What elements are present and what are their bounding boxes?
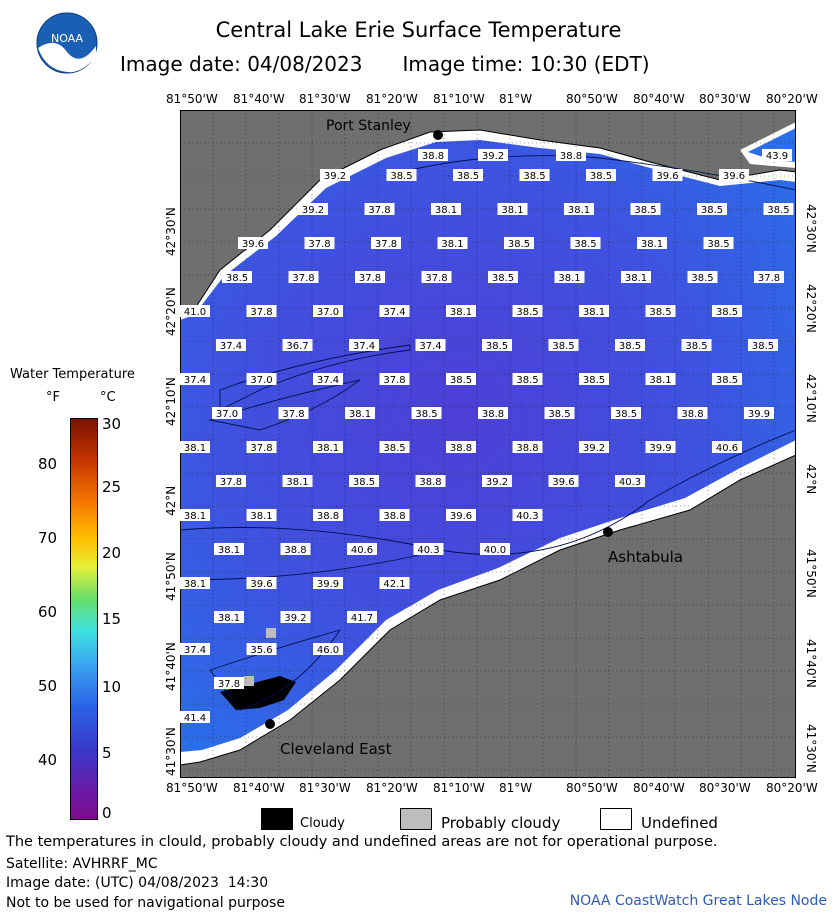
- svg-text:41.4: 41.4: [183, 713, 207, 724]
- svg-text:38.5: 38.5: [516, 375, 539, 386]
- temperature-reading: [214, 611, 244, 624]
- temperature-reading: [347, 611, 377, 624]
- svg-text:37.8: 37.8: [250, 443, 273, 454]
- colorbar: [70, 418, 98, 820]
- svg-text:37.8: 37.8: [282, 409, 305, 420]
- temperature-reading: [712, 441, 742, 454]
- cleveland-label: Cleveland East: [280, 740, 392, 758]
- lon-label-top: 80°30'W: [699, 92, 751, 106]
- svg-text:38.5: 38.5: [618, 341, 642, 352]
- svg-text:38.5: 38.5: [516, 307, 539, 318]
- probably-cloudy-area: [266, 628, 276, 638]
- svg-text:38.1: 38.1: [434, 205, 458, 216]
- temperature-reading: [371, 237, 401, 250]
- ashtabula-label: Ashtabula: [608, 548, 684, 566]
- logo-text: NOAA: [50, 32, 84, 45]
- temperature-reading: [646, 441, 676, 454]
- temperature-reading: [446, 441, 476, 454]
- svg-text:37.4: 37.4: [419, 341, 442, 352]
- lon-label-bottom: 81°50'W: [166, 781, 218, 795]
- cloudy-swatch: [261, 808, 293, 830]
- svg-text:37.8: 37.8: [250, 307, 273, 318]
- colorbar-unit-c: °C: [100, 390, 116, 405]
- svg-text:38.5: 38.5: [352, 477, 376, 488]
- temperature-reading: [754, 271, 784, 284]
- temperature-reading: [697, 203, 727, 216]
- temperature-reading: [545, 407, 575, 420]
- svg-text:39.6: 39.6: [241, 239, 265, 250]
- svg-text:39.6: 39.6: [552, 477, 575, 488]
- c-tick-label: 20: [102, 544, 122, 562]
- svg-text:38.1: 38.1: [183, 579, 207, 590]
- temperature-reading: [520, 169, 550, 182]
- svg-text:37.0: 37.0: [316, 307, 340, 318]
- svg-text:38.8: 38.8: [559, 151, 583, 162]
- temperature-reading: [289, 271, 319, 284]
- svg-text:41.7: 41.7: [350, 613, 374, 624]
- temperature-reading: [214, 543, 244, 556]
- svg-text:38.5: 38.5: [225, 273, 249, 284]
- svg-text:37.8: 37.8: [292, 273, 315, 284]
- temperature-reading: [586, 169, 616, 182]
- svg-text:38.1: 38.1: [183, 511, 207, 522]
- temperature-reading: [646, 373, 676, 386]
- temperature-reading: [446, 305, 476, 318]
- svg-text:38.8: 38.8: [284, 545, 307, 556]
- svg-text:40.0: 40.0: [483, 545, 507, 556]
- lat-label-right: 41°40'N: [804, 639, 818, 688]
- lat-label-right: 41°50'N: [804, 549, 818, 598]
- disclaimer-text: The temperatures in clould, probably cloudy and undefined areas are not for operational purpose.: [6, 834, 718, 850]
- svg-text:38.1: 38.1: [449, 307, 473, 318]
- svg-text:39.2: 39.2: [481, 151, 505, 162]
- temperature-reading: [380, 577, 410, 590]
- svg-text:38.5: 38.5: [456, 171, 480, 182]
- svg-text:38.5: 38.5: [552, 341, 575, 352]
- temperature-reading: [555, 271, 585, 284]
- svg-text:41.0: 41.0: [183, 307, 207, 318]
- svg-text:37.8: 37.8: [425, 273, 448, 284]
- svg-text:38.5: 38.5: [751, 341, 775, 352]
- navigation-warning: Not to be used for navigational purpose: [6, 895, 285, 911]
- svg-text:38.1: 38.1: [558, 273, 581, 284]
- temperature-reading: [446, 509, 476, 522]
- temperature-reading: [571, 237, 601, 250]
- svg-text:38.5: 38.5: [767, 205, 790, 216]
- temperature-reading: [279, 407, 309, 420]
- svg-text:37.0: 37.0: [215, 409, 239, 420]
- svg-text:38.8: 38.8: [316, 511, 340, 522]
- cleveland-marker: [265, 719, 275, 729]
- temperature-reading: [247, 643, 277, 656]
- temperature-reading: [281, 543, 311, 556]
- svg-text:38.5: 38.5: [700, 205, 724, 216]
- temperature-reading: [180, 643, 210, 656]
- svg-text:39.9: 39.9: [747, 409, 771, 420]
- temperature-reading: [180, 441, 210, 454]
- svg-text:37.8: 37.8: [374, 239, 398, 250]
- temperature-reading: [453, 169, 483, 182]
- temperature-reading: [313, 373, 343, 386]
- svg-text:38.5: 38.5: [614, 409, 638, 420]
- temperature-reading: [478, 149, 508, 162]
- temperature-reading: [416, 475, 446, 488]
- temperature-reading: [482, 475, 512, 488]
- svg-text:38.5: 38.5: [715, 307, 739, 318]
- temperature-map: [180, 110, 796, 778]
- temperature-reading: [298, 203, 328, 216]
- temperature-reading: [513, 441, 543, 454]
- svg-text:38.8: 38.8: [481, 409, 505, 420]
- svg-text:39.2: 39.2: [284, 613, 307, 624]
- svg-text:43.9: 43.9: [765, 151, 789, 162]
- temperature-reading: [355, 271, 385, 284]
- temperature-reading: [482, 339, 512, 352]
- svg-text:38.1: 38.1: [441, 239, 464, 250]
- svg-text:38.1: 38.1: [217, 545, 241, 556]
- temperature-reading: [412, 407, 442, 420]
- temperature-reading: [637, 237, 667, 250]
- temperature-reading: [281, 611, 311, 624]
- lon-label-bottom: 80°40'W: [633, 781, 685, 795]
- temperature-reading: [446, 373, 476, 386]
- temperature-reading: [678, 407, 708, 420]
- svg-text:37.8: 37.8: [217, 679, 241, 690]
- svg-text:40.3: 40.3: [516, 511, 539, 522]
- lat-label-right: 42°30'N: [804, 204, 818, 253]
- svg-text:38.1: 38.1: [217, 613, 241, 624]
- svg-text:38.5: 38.5: [383, 443, 406, 454]
- temperature-reading: [222, 271, 252, 284]
- temperature-reading: [283, 475, 313, 488]
- lat-label-left: 42°N: [164, 485, 178, 516]
- temperature-reading: [682, 339, 712, 352]
- f-tick-label: 60: [38, 603, 58, 621]
- svg-text:37.4: 37.4: [316, 375, 340, 386]
- lon-label-bottom: 81°30'W: [299, 781, 351, 795]
- temperature-reading: [414, 543, 444, 556]
- lon-label-top: 81°30'W: [299, 92, 351, 106]
- svg-text:39.2: 39.2: [301, 205, 325, 216]
- svg-text:38.5: 38.5: [449, 375, 473, 386]
- svg-text:40.3: 40.3: [417, 545, 440, 556]
- temperature-reading: [313, 441, 343, 454]
- temperature-reading: [380, 373, 410, 386]
- lon-label-top: 81°20'W: [366, 92, 418, 106]
- probably-cloudy-label: Probably cloudy: [441, 814, 561, 832]
- temperature-reading: [180, 711, 210, 724]
- svg-text:38.1: 38.1: [250, 511, 273, 522]
- temperature-reading: [349, 475, 379, 488]
- svg-text:38.8: 38.8: [421, 151, 445, 162]
- temperature-reading: [762, 149, 792, 162]
- temperature-reading: [504, 237, 534, 250]
- temperature-reading: [748, 339, 778, 352]
- temperature-reading: [180, 373, 210, 386]
- svg-text:37.8: 37.8: [219, 477, 243, 488]
- svg-text:38.5: 38.5: [589, 171, 613, 182]
- temperature-reading: [549, 475, 579, 488]
- temperature-reading: [498, 203, 528, 216]
- svg-text:38.5: 38.5: [390, 171, 413, 182]
- svg-text:39.9: 39.9: [649, 443, 672, 454]
- probably-cloudy-swatch: [400, 808, 432, 830]
- svg-text:37.4: 37.4: [383, 307, 406, 318]
- temperature-reading: [556, 149, 586, 162]
- svg-text:38.5: 38.5: [634, 205, 657, 216]
- map-svg: [180, 110, 796, 778]
- temperature-reading: [611, 407, 641, 420]
- temperature-reading: [216, 339, 246, 352]
- svg-text:37.4: 37.4: [219, 341, 243, 352]
- svg-text:39.6: 39.6: [656, 171, 679, 182]
- svg-text:38.5: 38.5: [523, 171, 546, 182]
- svg-text:38.1: 38.1: [501, 205, 524, 216]
- svg-text:39.9: 39.9: [316, 579, 340, 590]
- temperature-reading: [744, 407, 774, 420]
- temperature-reading: [380, 305, 410, 318]
- svg-text:38.8: 38.8: [419, 477, 442, 488]
- temperature-reading: [313, 643, 343, 656]
- lat-label-left: 42°30'N: [164, 207, 178, 256]
- svg-text:38.1: 38.1: [649, 375, 672, 386]
- temperature-reading: [247, 577, 277, 590]
- temperature-reading: [313, 305, 343, 318]
- svg-text:39.6: 39.6: [449, 511, 473, 522]
- svg-text:38.1: 38.1: [640, 239, 664, 250]
- temperature-reading: [513, 305, 543, 318]
- lat-label-left: 41°40'N: [164, 642, 178, 691]
- temperature-reading: [564, 203, 594, 216]
- svg-text:36.7: 36.7: [286, 341, 309, 352]
- temperature-reading: [380, 509, 410, 522]
- c-tick-label: 15: [102, 610, 122, 628]
- utc-date-text: Image date: (UTC) 04/08/2023 14:30: [6, 875, 269, 891]
- temperature-reading: [345, 407, 375, 420]
- svg-text:39.6: 39.6: [250, 579, 273, 590]
- temperature-reading: [438, 237, 468, 250]
- temperature-reading: [247, 441, 277, 454]
- lat-label-right: 41°30'N: [804, 724, 818, 773]
- temperature-reading: [214, 677, 244, 690]
- image-date: Image date: 04/08/2023: [120, 52, 363, 76]
- svg-text:39.2: 39.2: [582, 443, 606, 454]
- f-tick-label: 70: [38, 529, 58, 547]
- svg-text:38.8: 38.8: [383, 511, 406, 522]
- lon-label-top: 80°20'W: [766, 92, 818, 106]
- lon-label-top: 80°40'W: [633, 92, 685, 106]
- colorbar-title: Water Temperature: [10, 367, 135, 382]
- lat-label-left: 42°20'N: [164, 287, 178, 336]
- lon-label-top: 81°W: [499, 92, 533, 106]
- temperature-reading: [688, 271, 718, 284]
- svg-text:38.5: 38.5: [685, 341, 708, 352]
- svg-text:38.5: 38.5: [548, 409, 571, 420]
- svg-text:38.1: 38.1: [567, 205, 591, 216]
- temperature-reading: [579, 441, 609, 454]
- temperature-reading: [365, 203, 395, 216]
- temperature-reading: [422, 271, 452, 284]
- svg-text:38.1: 38.1: [582, 307, 606, 318]
- lat-label-left: 41°30'N: [164, 727, 178, 776]
- svg-text:38.8: 38.8: [516, 443, 539, 454]
- temperature-reading: [212, 407, 242, 420]
- cloudy-label: Cloudy: [300, 816, 345, 831]
- lon-label-top: 81°40'W: [233, 92, 285, 106]
- temperature-reading: [513, 509, 543, 522]
- temperature-reading: [719, 169, 749, 182]
- svg-text:38.5: 38.5: [574, 239, 597, 250]
- svg-text:38.5: 38.5: [649, 307, 672, 318]
- temperature-reading: [216, 475, 246, 488]
- lon-label-top: 81°10'W: [433, 92, 485, 106]
- map-subtitle: [120, 52, 690, 76]
- temperature-reading: [513, 373, 543, 386]
- colorbar-unit-f: °F: [46, 390, 60, 405]
- svg-text:35.6: 35.6: [250, 645, 273, 656]
- temperature-reading: [238, 237, 268, 250]
- lat-label-left: 41°50'N: [164, 552, 178, 601]
- temperature-reading: [764, 203, 794, 216]
- satellite-text: Satellite: AVHRRF_MC: [6, 856, 158, 872]
- temperature-reading: [247, 509, 277, 522]
- temperature-reading: [416, 339, 446, 352]
- svg-text:38.5: 38.5: [715, 375, 739, 386]
- svg-text:38.5: 38.5: [582, 375, 606, 386]
- lon-label-top: 80°50'W: [566, 92, 618, 106]
- temperature-reading: [320, 169, 350, 182]
- svg-text:40.6: 40.6: [715, 443, 739, 454]
- svg-text:38.8: 38.8: [681, 409, 704, 420]
- temperature-reading: [431, 203, 461, 216]
- svg-text:38.5: 38.5: [691, 273, 714, 284]
- lon-label-bottom: 81°40'W: [233, 781, 285, 795]
- port-stanley-marker: [433, 130, 443, 140]
- svg-text:38.5: 38.5: [707, 239, 730, 250]
- svg-text:37.0: 37.0: [250, 375, 273, 386]
- image-time: Image time: 10:30 (EDT): [402, 52, 650, 76]
- temperature-reading: [615, 339, 645, 352]
- lon-label-bottom: 81°W: [499, 781, 533, 795]
- temperature-reading: [283, 339, 313, 352]
- temperature-reading: [478, 407, 508, 420]
- temperature-reading: [387, 169, 417, 182]
- undefined-swatch: [600, 808, 632, 830]
- svg-text:37.8: 37.8: [757, 273, 781, 284]
- svg-text:37.4: 37.4: [352, 341, 376, 352]
- temperature-reading: [347, 543, 377, 556]
- svg-text:38.5: 38.5: [491, 273, 515, 284]
- credit-text: NOAA CoastWatch Great Lakes Node: [569, 893, 827, 909]
- lon-label-bottom: 81°20'W: [366, 781, 418, 795]
- f-tick-label: 40: [38, 751, 58, 769]
- svg-text:37.8: 37.8: [358, 273, 382, 284]
- lat-label-right: 42°10'N: [804, 374, 818, 423]
- svg-text:37.4: 37.4: [183, 375, 207, 386]
- temperature-reading: [646, 305, 676, 318]
- temperature-reading: [418, 149, 448, 162]
- lon-label-bottom: 80°50'W: [566, 781, 618, 795]
- lat-label-right: 42°20'N: [804, 284, 818, 333]
- svg-text:38.5: 38.5: [507, 239, 531, 250]
- temperature-reading: [180, 305, 210, 318]
- lon-label-top: 81°50'W: [166, 92, 218, 106]
- c-tick-label: 25: [102, 478, 122, 496]
- port-stanley-label: Port Stanley: [326, 118, 411, 134]
- temperature-reading: [180, 577, 210, 590]
- svg-text:38.1: 38.1: [348, 409, 372, 420]
- svg-text:39.2: 39.2: [323, 171, 347, 182]
- svg-text:38.1: 38.1: [624, 273, 648, 284]
- f-tick-label: 80: [38, 455, 58, 473]
- undefined-label: Undefined: [641, 814, 718, 832]
- c-tick-label: 0: [102, 804, 112, 822]
- temperature-reading: [704, 237, 734, 250]
- c-tick-label: 30: [102, 415, 122, 433]
- svg-text:37.8: 37.8: [308, 239, 331, 250]
- temperature-reading: [480, 543, 510, 556]
- probably-cloudy-area-2: [244, 676, 254, 686]
- svg-text:42.1: 42.1: [383, 579, 406, 590]
- svg-text:37.8: 37.8: [383, 375, 406, 386]
- lon-label-bottom: 80°30'W: [699, 781, 751, 795]
- temperature-reading: [631, 203, 661, 216]
- svg-text:39.6: 39.6: [722, 171, 746, 182]
- ashtabula-marker: [603, 527, 613, 537]
- lon-label-bottom: 80°20'W: [766, 781, 818, 795]
- lat-label-right: 42°N: [804, 464, 818, 495]
- svg-text:38.1: 38.1: [183, 443, 207, 454]
- svg-text:46.0: 46.0: [316, 645, 340, 656]
- temperature-reading: [247, 373, 277, 386]
- svg-text:40.3: 40.3: [618, 477, 642, 488]
- temperature-reading: [615, 475, 645, 488]
- temperature-reading: [247, 305, 277, 318]
- f-tick-label: 50: [38, 677, 58, 695]
- svg-text:38.5: 38.5: [415, 409, 438, 420]
- temperature-reading: [380, 441, 410, 454]
- svg-text:37.4: 37.4: [183, 645, 207, 656]
- lat-label-left: 42°10'N: [164, 377, 178, 426]
- c-tick-label: 5: [102, 744, 112, 762]
- temperature-reading: [621, 271, 651, 284]
- c-tick-label: 10: [102, 678, 122, 696]
- map-title: Central Lake Erie Surface Temperature: [215, 18, 622, 42]
- temperature-reading: [549, 339, 579, 352]
- temperature-reading: [349, 339, 379, 352]
- svg-text:38.1: 38.1: [286, 477, 309, 488]
- temperature-reading: [712, 373, 742, 386]
- svg-text:37.8: 37.8: [368, 205, 391, 216]
- svg-text:38.8: 38.8: [449, 443, 473, 454]
- lon-label-bottom: 81°10'W: [433, 781, 485, 795]
- temperature-reading: [653, 169, 683, 182]
- temperature-reading: [579, 373, 609, 386]
- svg-text:38.5: 38.5: [485, 341, 509, 352]
- temperature-reading: [313, 577, 343, 590]
- temperature-reading: [313, 509, 343, 522]
- svg-text:40.6: 40.6: [350, 545, 374, 556]
- svg-text:39.2: 39.2: [485, 477, 509, 488]
- temperature-reading: [712, 305, 742, 318]
- temperature-reading: [180, 509, 210, 522]
- temperature-reading: [305, 237, 335, 250]
- temperature-reading: [579, 305, 609, 318]
- svg-text:38.1: 38.1: [316, 443, 340, 454]
- temperature-reading: [488, 271, 518, 284]
